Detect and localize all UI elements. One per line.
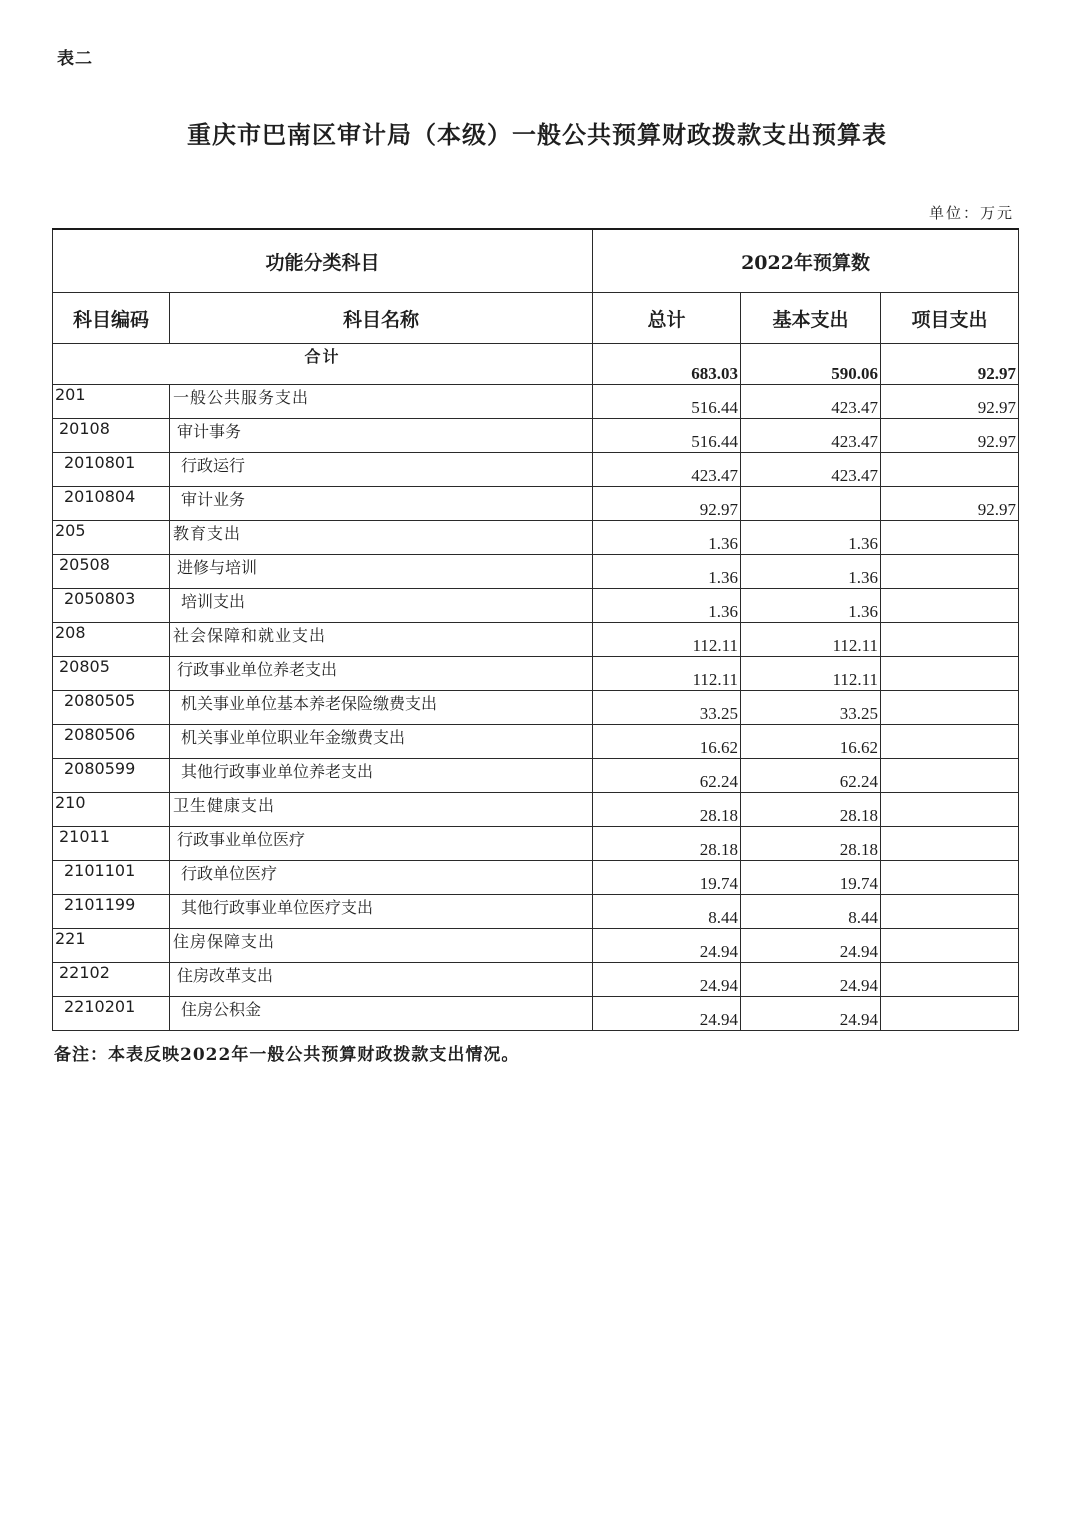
project-amount [881,453,1019,487]
total-amount: 28.18 [593,793,741,827]
subject-code: 20805 [53,657,170,691]
basic-amount: 28.18 [741,827,881,861]
page-label: 表二 [57,49,93,69]
subject-code: 21011 [53,827,170,861]
subject-code: 2101199 [53,895,170,929]
subject-code: 2101101 [53,861,170,895]
total-amount: 62.24 [593,759,741,793]
table-row [53,589,1019,623]
table-row [53,827,1019,861]
project-amount [881,963,1019,997]
table-row [53,963,1019,997]
table-row [53,521,1019,555]
unit-label: 单位：万元 [928,204,1014,222]
subject-code: 2080599 [53,759,170,793]
subject-code: 22102 [53,963,170,997]
table-row [53,487,1019,521]
subject-code: 2080506 [53,725,170,759]
total-amount: 16.62 [593,725,741,759]
subject-code: 2080505 [53,691,170,725]
total-amount: 28.18 [593,827,741,861]
subject-name: 行政运行 [170,453,593,487]
total-amount: 19.74 [593,861,741,895]
subject-code: 221 [53,929,170,963]
subject-name: 审计业务 [170,487,593,521]
project-amount [881,759,1019,793]
table-row [53,997,1019,1031]
subject-name: 住房改革支出 [170,963,593,997]
total-amount: 516.44 [593,385,741,419]
project-amount: 92.97 [881,385,1019,419]
total-amount: 92.97 [593,487,741,521]
project-amount [881,555,1019,589]
project-amount [881,861,1019,895]
total-amount: 24.94 [593,997,741,1031]
basic-amount: 24.94 [741,929,881,963]
subject-code: 2210201 [53,997,170,1031]
basic-amount: 62.24 [741,759,881,793]
subject-code: 2010801 [53,453,170,487]
project-amount [881,997,1019,1031]
column-header-total: 总计 [593,293,741,344]
subject-name: 其他行政事业单位医疗支出 [170,895,593,929]
subject-name: 培训支出 [170,589,593,623]
basic-amount: 33.25 [741,691,881,725]
project-amount [881,657,1019,691]
total-project-amount: 92.97 [881,344,1019,385]
subject-name: 住房保障支出 [170,929,593,963]
basic-amount: 423.47 [741,419,881,453]
table-row [53,691,1019,725]
total-amount: 112.11 [593,623,741,657]
project-amount: 92.97 [881,487,1019,521]
total-amount: 24.94 [593,963,741,997]
group-header-functional-category: 功能分类科目 [53,229,593,293]
total-amount: 423.47 [593,453,741,487]
subject-name: 卫生健康支出 [170,793,593,827]
basic-amount: 112.11 [741,657,881,691]
subject-name: 行政单位医疗 [170,861,593,895]
table-row [53,725,1019,759]
total-label: 合计 [53,344,593,385]
total-amount: 1.36 [593,555,741,589]
table-row [53,861,1019,895]
subject-code: 210 [53,793,170,827]
basic-amount: 8.44 [741,895,881,929]
project-amount: 92.97 [881,419,1019,453]
subject-name: 住房公积金 [170,997,593,1031]
subject-name: 机关事业单位职业年金缴费支出 [170,725,593,759]
subject-code: 2050803 [53,589,170,623]
basic-amount: 24.94 [741,963,881,997]
table-row [53,419,1019,453]
subject-code: 208 [53,623,170,657]
project-amount [881,691,1019,725]
subject-name: 社会保障和就业支出 [170,623,593,657]
project-amount [881,589,1019,623]
table-row [53,929,1019,963]
document-title: 重庆市巴南区审计局（本级）一般公共预算财政拨款支出预算表 [187,120,887,149]
subject-code: 201 [53,385,170,419]
total-row [53,344,1019,385]
project-amount [881,793,1019,827]
column-header-project: 项目支出 [881,293,1019,344]
total-amount: 1.36 [593,521,741,555]
table-row [53,657,1019,691]
total-amount: 112.11 [593,657,741,691]
total-amount: 33.25 [593,691,741,725]
basic-amount: 1.36 [741,555,881,589]
basic-amount: 16.62 [741,725,881,759]
project-amount [881,827,1019,861]
total-amount: 24.94 [593,929,741,963]
subject-name: 行政事业单位医疗 [170,827,593,861]
subject-name: 其他行政事业单位养老支出 [170,759,593,793]
subject-name: 行政事业单位养老支出 [170,657,593,691]
total-amount: 683.03 [593,344,741,385]
table-row [53,385,1019,419]
subject-code: 2010804 [53,487,170,521]
group-header-budget-2022: 2022年预算数 [593,229,1019,293]
column-header-code: 科目编码 [53,293,170,344]
project-amount [881,521,1019,555]
basic-amount [741,487,881,521]
table-row [53,555,1019,589]
table-row [53,623,1019,657]
table-row [53,895,1019,929]
total-amount: 516.44 [593,419,741,453]
basic-amount: 1.36 [741,589,881,623]
table-row [53,793,1019,827]
project-amount [881,929,1019,963]
basic-amount: 19.74 [741,861,881,895]
table-row [53,453,1019,487]
basic-amount: 112.11 [741,623,881,657]
basic-amount: 1.36 [741,521,881,555]
total-amount: 1.36 [593,589,741,623]
basic-amount: 24.94 [741,997,881,1031]
budget-table [52,228,1019,1031]
subject-name: 审计事务 [170,419,593,453]
project-amount [881,725,1019,759]
subject-name: 进修与培训 [170,555,593,589]
subject-code: 205 [53,521,170,555]
column-header-name: 科目名称 [170,293,593,344]
subject-code: 20508 [53,555,170,589]
total-amount: 8.44 [593,895,741,929]
basic-amount: 423.47 [741,385,881,419]
total-basic-amount: 590.06 [741,344,881,385]
subject-code: 20108 [53,419,170,453]
column-header-basic: 基本支出 [741,293,881,344]
footnote: 备注：本表反映2022年一般公共预算财政拨款支出情况。 [54,1045,520,1065]
project-amount [881,623,1019,657]
subject-name: 教育支出 [170,521,593,555]
project-amount [881,895,1019,929]
basic-amount: 423.47 [741,453,881,487]
subject-name: 一般公共服务支出 [170,385,593,419]
table-row [53,759,1019,793]
basic-amount: 28.18 [741,793,881,827]
subject-name: 机关事业单位基本养老保险缴费支出 [170,691,593,725]
